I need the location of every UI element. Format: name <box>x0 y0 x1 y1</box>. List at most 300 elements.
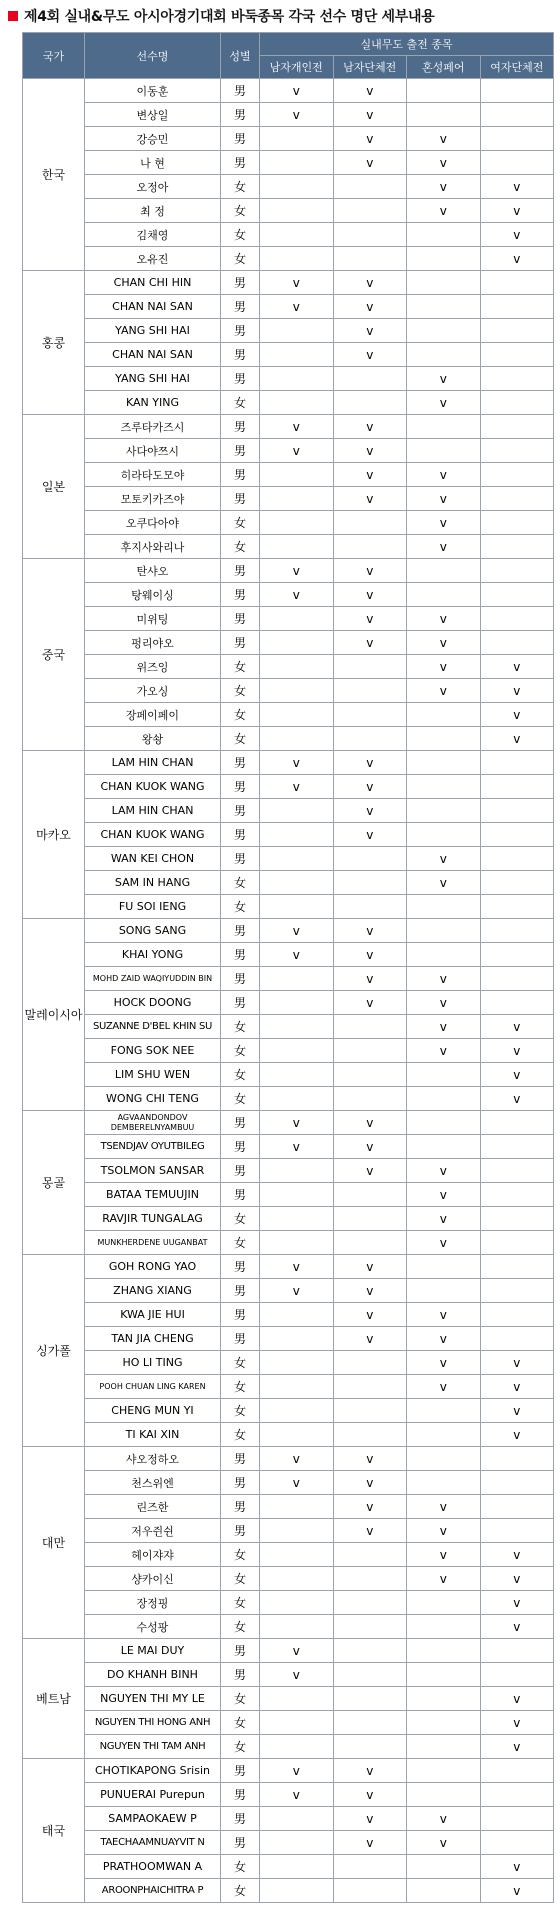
country-cell: 베트남 <box>23 1639 85 1759</box>
player-name: 수성팡 <box>85 1615 221 1639</box>
table-row <box>23 1087 554 1111</box>
player-gender: 男 <box>221 751 260 775</box>
event-cell <box>260 1015 334 1039</box>
player-name: NGUYEN THI HONG ANH <box>85 1711 221 1735</box>
player-gender: 男 <box>221 319 260 343</box>
country-cell: 태국 <box>23 1759 85 1903</box>
player-name: 가오싱 <box>85 679 221 703</box>
event-cell <box>407 1087 481 1111</box>
event-cell <box>333 1735 407 1759</box>
event-cell <box>333 655 407 679</box>
player-gender: 女 <box>221 895 260 919</box>
table-row <box>23 967 554 991</box>
event-cell <box>260 223 334 247</box>
player-name: KWA JIE HUI <box>85 1303 221 1327</box>
event-cell <box>333 247 407 271</box>
event-cell <box>260 1711 334 1735</box>
table-row <box>23 1495 554 1519</box>
event-cell <box>260 319 334 343</box>
event-cell <box>260 703 334 727</box>
player-name: LAM HIN CHAN <box>85 751 221 775</box>
event-cell <box>333 679 407 703</box>
event-cell <box>407 1855 481 1879</box>
player-name: PRATHOOMWAN A <box>85 1855 221 1879</box>
player-name: 저우쥔쉰 <box>85 1519 221 1543</box>
player-name: KHAI YONG <box>85 943 221 967</box>
event-cell <box>260 1543 334 1567</box>
player-gender: 男 <box>221 1807 260 1831</box>
event-cell <box>407 727 481 751</box>
player-name: 미위팅 <box>85 607 221 631</box>
event-cell <box>407 439 481 463</box>
player-gender: 男 <box>221 295 260 319</box>
event-cell: v <box>407 199 481 223</box>
player-name: 왕솽 <box>85 727 221 751</box>
event-cell: v <box>407 127 481 151</box>
event-cell: v <box>260 295 334 319</box>
player-gender: 男 <box>221 1759 260 1783</box>
event-cell <box>480 1759 554 1783</box>
player-gender: 男 <box>221 79 260 103</box>
table-row <box>23 943 554 967</box>
event-cell: v <box>480 1375 554 1399</box>
event-cell <box>260 127 334 151</box>
player-name: 탄샤오 <box>85 559 221 583</box>
header-event: 남자개인전 <box>260 56 334 79</box>
player-gender: 男 <box>221 1663 260 1687</box>
table-row <box>23 727 554 751</box>
event-cell <box>260 463 334 487</box>
event-cell: v <box>260 103 334 127</box>
event-cell <box>260 1423 334 1447</box>
player-gender: 女 <box>221 1735 260 1759</box>
event-cell: v <box>407 367 481 391</box>
event-cell <box>480 847 554 871</box>
event-cell <box>480 1207 554 1231</box>
table-body <box>23 79 554 1903</box>
event-cell: v <box>260 79 334 103</box>
table-row <box>23 631 554 655</box>
country-cell: 대만 <box>23 1447 85 1639</box>
event-cell <box>260 511 334 535</box>
country-cell: 중국 <box>23 559 85 751</box>
player-name: 히라타도모야 <box>85 463 221 487</box>
event-cell <box>333 1591 407 1615</box>
player-name: HOCK DOONG <box>85 991 221 1015</box>
event-cell <box>333 1423 407 1447</box>
event-cell <box>407 1063 481 1087</box>
player-gender: 女 <box>221 1399 260 1423</box>
player-name: 즈루타카즈시 <box>85 415 221 439</box>
event-cell <box>260 1207 334 1231</box>
event-cell: v <box>480 1423 554 1447</box>
table-row <box>23 1783 554 1807</box>
table-row <box>23 679 554 703</box>
event-cell: v <box>260 751 334 775</box>
event-cell <box>333 223 407 247</box>
player-gender: 男 <box>221 415 260 439</box>
player-gender: 女 <box>221 247 260 271</box>
event-cell: v <box>333 1327 407 1351</box>
table-row <box>23 1471 554 1495</box>
player-gender: 男 <box>221 271 260 295</box>
table-row <box>23 1039 554 1063</box>
event-cell: v <box>480 1735 554 1759</box>
player-gender: 男 <box>221 919 260 943</box>
event-cell <box>480 1255 554 1279</box>
event-cell: v <box>407 1015 481 1039</box>
event-cell <box>333 1879 407 1903</box>
table-row <box>23 1063 554 1087</box>
event-cell <box>260 1063 334 1087</box>
event-cell <box>260 1183 334 1207</box>
event-cell: v <box>480 1087 554 1111</box>
player-name: 장페이페이 <box>85 703 221 727</box>
page-title-text: 제4회 실내&무도 아시아경기대회 바둑종목 각국 선수 명단 세부내용 <box>24 9 435 25</box>
event-cell <box>407 799 481 823</box>
event-cell <box>407 1111 481 1135</box>
player-name: GOH RONG YAO <box>85 1255 221 1279</box>
event-cell <box>260 1591 334 1615</box>
player-gender: 男 <box>221 799 260 823</box>
event-cell: v <box>333 1831 407 1855</box>
event-cell <box>260 823 334 847</box>
event-cell <box>407 247 481 271</box>
event-cell: v <box>407 631 481 655</box>
event-cell <box>333 535 407 559</box>
event-cell: v <box>480 1615 554 1639</box>
event-cell: v <box>480 1063 554 1087</box>
table-row <box>23 127 554 151</box>
event-cell <box>260 1159 334 1183</box>
event-cell <box>480 151 554 175</box>
player-gender: 女 <box>221 1207 260 1231</box>
table-row <box>23 1375 554 1399</box>
event-cell <box>407 823 481 847</box>
event-cell <box>333 1231 407 1255</box>
event-cell <box>480 943 554 967</box>
table-row <box>23 1591 554 1615</box>
event-cell: v <box>407 1207 481 1231</box>
event-cell <box>480 895 554 919</box>
player-gender: 女 <box>221 1567 260 1591</box>
event-cell <box>407 703 481 727</box>
player-name: NGUYEN THI TAM ANH <box>85 1735 221 1759</box>
table-row <box>23 583 554 607</box>
event-cell <box>407 1135 481 1159</box>
event-cell <box>260 1567 334 1591</box>
event-cell: v <box>260 919 334 943</box>
event-cell <box>480 1807 554 1831</box>
player-gender: 女 <box>221 175 260 199</box>
player-name: CHAN NAI SAN <box>85 295 221 319</box>
event-cell: v <box>333 1111 407 1135</box>
player-gender: 女 <box>221 703 260 727</box>
event-cell: v <box>407 511 481 535</box>
player-name: CHAN KUOK WANG <box>85 775 221 799</box>
event-cell <box>407 343 481 367</box>
table-row <box>23 1303 554 1327</box>
table-row <box>23 919 554 943</box>
table-row <box>23 1711 554 1735</box>
player-name: AROONPHAICHITRA P <box>85 1879 221 1903</box>
table-row <box>23 607 554 631</box>
table-row <box>23 1615 554 1639</box>
player-gender: 女 <box>221 391 260 415</box>
player-name: CHAN CHI HIN <box>85 271 221 295</box>
table-row <box>23 1567 554 1591</box>
player-gender: 男 <box>221 127 260 151</box>
event-cell <box>260 607 334 631</box>
event-cell: v <box>260 1471 334 1495</box>
event-cell <box>407 1783 481 1807</box>
table-row <box>23 463 554 487</box>
event-cell: v <box>333 343 407 367</box>
event-cell <box>407 559 481 583</box>
event-cell: v <box>333 79 407 103</box>
player-name: WONG CHI TENG <box>85 1087 221 1111</box>
event-cell <box>333 175 407 199</box>
event-cell <box>407 1687 481 1711</box>
event-cell <box>260 199 334 223</box>
event-cell: v <box>333 127 407 151</box>
event-cell <box>260 727 334 751</box>
player-name: BATAA TEMUUJIN <box>85 1183 221 1207</box>
event-cell: v <box>407 1519 481 1543</box>
country-cell: 싱가폴 <box>23 1255 85 1447</box>
event-cell: v <box>333 1807 407 1831</box>
event-cell: v <box>480 1351 554 1375</box>
event-cell: v <box>260 1135 334 1159</box>
country-cell: 마카오 <box>23 751 85 919</box>
event-cell: v <box>407 1567 481 1591</box>
player-gender: 男 <box>221 1639 260 1663</box>
event-cell <box>480 511 554 535</box>
player-gender: 女 <box>221 655 260 679</box>
event-cell <box>407 1591 481 1615</box>
event-cell <box>480 295 554 319</box>
event-cell <box>333 367 407 391</box>
event-cell <box>480 1303 554 1327</box>
event-cell: v <box>260 1111 334 1135</box>
player-gender: 女 <box>221 535 260 559</box>
event-cell <box>407 1447 481 1471</box>
player-name: WAN KEI CHON <box>85 847 221 871</box>
event-cell <box>260 847 334 871</box>
event-cell: v <box>407 607 481 631</box>
event-cell <box>333 1687 407 1711</box>
event-cell <box>480 967 554 991</box>
event-cell <box>333 1663 407 1687</box>
header-event: 남자단체전 <box>333 56 407 79</box>
player-name: SAMPAOKAEW P <box>85 1807 221 1831</box>
event-cell <box>260 679 334 703</box>
event-cell: v <box>480 1591 554 1615</box>
player-name: YANG SHI HAI <box>85 367 221 391</box>
player-name: 샤오정하오 <box>85 1447 221 1471</box>
player-gender: 男 <box>221 487 260 511</box>
player-name: 모토키카즈야 <box>85 487 221 511</box>
table-row <box>23 535 554 559</box>
event-cell <box>333 1399 407 1423</box>
event-cell <box>333 1087 407 1111</box>
event-cell: v <box>260 1447 334 1471</box>
player-gender: 男 <box>221 967 260 991</box>
event-cell: v <box>407 1831 481 1855</box>
player-gender: 女 <box>221 871 260 895</box>
event-cell <box>480 919 554 943</box>
table-row <box>23 1183 554 1207</box>
player-gender: 女 <box>221 1591 260 1615</box>
player-gender: 男 <box>221 1447 260 1471</box>
event-cell <box>407 895 481 919</box>
event-cell <box>260 1351 334 1375</box>
table-row <box>23 199 554 223</box>
event-cell: v <box>333 967 407 991</box>
event-cell <box>260 535 334 559</box>
player-gender: 男 <box>221 1303 260 1327</box>
event-cell: v <box>407 1351 481 1375</box>
event-cell <box>333 1567 407 1591</box>
event-cell <box>407 1279 481 1303</box>
event-cell: v <box>480 1567 554 1591</box>
event-cell <box>260 1615 334 1639</box>
event-cell: v <box>407 1495 481 1519</box>
player-name: HO LI TING <box>85 1351 221 1375</box>
player-gender: 女 <box>221 1615 260 1639</box>
table-row <box>23 391 554 415</box>
event-cell: v <box>333 271 407 295</box>
event-cell: v <box>260 1279 334 1303</box>
table-row <box>23 847 554 871</box>
event-cell: v <box>333 751 407 775</box>
event-cell <box>260 871 334 895</box>
event-cell <box>333 1039 407 1063</box>
table-row <box>23 991 554 1015</box>
event-cell <box>480 319 554 343</box>
player-name: LE MAI DUY <box>85 1639 221 1663</box>
header-gender: 성별 <box>221 33 260 79</box>
event-cell <box>480 367 554 391</box>
table-row <box>23 799 554 823</box>
player-name: SAM IN HANG <box>85 871 221 895</box>
player-gender: 男 <box>221 103 260 127</box>
event-cell: v <box>407 871 481 895</box>
player-gender: 男 <box>221 1495 260 1519</box>
event-cell <box>407 1759 481 1783</box>
event-cell: v <box>480 703 554 727</box>
event-cell <box>480 1831 554 1855</box>
player-name: CHENG MUN YI <box>85 1399 221 1423</box>
event-cell <box>480 799 554 823</box>
event-cell: v <box>407 1159 481 1183</box>
player-gender: 女 <box>221 727 260 751</box>
event-cell <box>407 295 481 319</box>
event-cell <box>333 1015 407 1039</box>
event-cell: v <box>480 1879 554 1903</box>
player-name: 오정아 <box>85 175 221 199</box>
player-gender: 男 <box>221 775 260 799</box>
player-name: KAN YING <box>85 391 221 415</box>
player-name: 나 현 <box>85 151 221 175</box>
player-name: 사다야쯔시 <box>85 439 221 463</box>
event-cell: v <box>333 1495 407 1519</box>
event-cell <box>407 1255 481 1279</box>
event-cell: v <box>333 295 407 319</box>
player-gender: 女 <box>221 679 260 703</box>
table-row <box>23 103 554 127</box>
event-cell: v <box>260 1639 334 1663</box>
event-cell <box>407 775 481 799</box>
event-cell <box>480 991 554 1015</box>
table-row <box>23 895 554 919</box>
event-cell <box>480 583 554 607</box>
event-cell <box>260 1303 334 1327</box>
player-name: 강승민 <box>85 127 221 151</box>
event-cell <box>480 103 554 127</box>
event-cell: v <box>407 1375 481 1399</box>
event-cell <box>480 607 554 631</box>
table-row <box>23 343 554 367</box>
event-cell: v <box>333 1783 407 1807</box>
event-cell <box>260 1231 334 1255</box>
event-cell <box>260 1087 334 1111</box>
player-name: 변상일 <box>85 103 221 127</box>
event-cell <box>480 1135 554 1159</box>
table-row <box>23 1543 554 1567</box>
player-name: 위즈잉 <box>85 655 221 679</box>
event-cell: v <box>333 151 407 175</box>
event-cell: v <box>407 1183 481 1207</box>
table-row <box>23 1663 554 1687</box>
event-cell <box>260 1495 334 1519</box>
players-table <box>22 32 554 1903</box>
player-gender: 男 <box>221 151 260 175</box>
table-row <box>23 223 554 247</box>
table-row <box>23 655 554 679</box>
event-cell: v <box>333 799 407 823</box>
event-cell <box>480 271 554 295</box>
event-cell <box>480 871 554 895</box>
event-cell <box>407 103 481 127</box>
event-cell <box>260 1399 334 1423</box>
player-name: 헤이쟈쟈 <box>85 1543 221 1567</box>
table-row <box>23 1807 554 1831</box>
event-cell <box>407 271 481 295</box>
event-cell <box>407 79 481 103</box>
event-cell <box>333 1183 407 1207</box>
event-cell <box>260 367 334 391</box>
table-row <box>23 1879 554 1903</box>
event-cell: v <box>480 1399 554 1423</box>
player-name: 오쿠다아야 <box>85 511 221 535</box>
player-gender: 女 <box>221 1087 260 1111</box>
event-cell: v <box>480 1015 554 1039</box>
event-cell: v <box>480 1039 554 1063</box>
event-cell: v <box>407 151 481 175</box>
event-cell <box>260 895 334 919</box>
event-cell: v <box>333 583 407 607</box>
event-cell: v <box>333 439 407 463</box>
table-row <box>23 1351 554 1375</box>
player-name: MUNKHERDENE UUGANBAT <box>85 1231 221 1255</box>
player-name: NGUYEN THI MY LE <box>85 1687 221 1711</box>
event-cell <box>407 1471 481 1495</box>
player-name: MOHD ZAID WAQIYUDDIN BIN <box>85 967 221 991</box>
player-name: 장정핑 <box>85 1591 221 1615</box>
table-row <box>23 775 554 799</box>
player-name: 김채영 <box>85 223 221 247</box>
